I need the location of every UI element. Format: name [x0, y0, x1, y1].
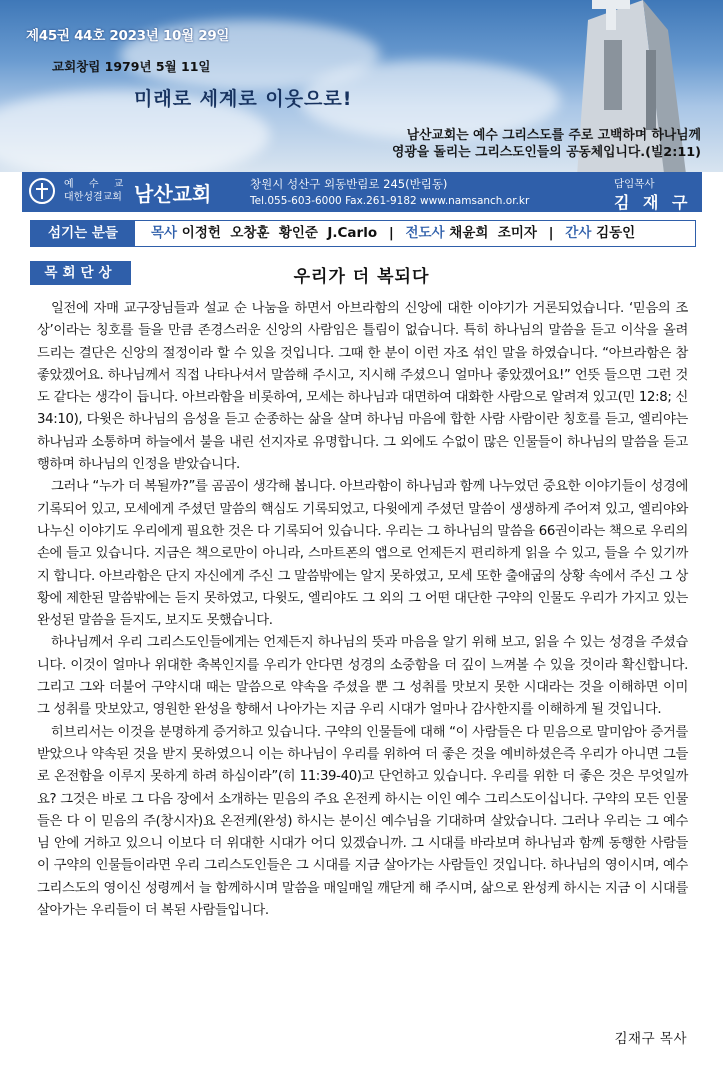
paragraph: 하나님께서 우리 그리스도인들에게는 언제든지 하나님의 뜻과 마음을 알기 위해 보고, 읽을 수 있는 성경을 주셨습니다. 이것이 얼마나 위대한 축복인지를 우리가 안다면 성경의 소중함을 더 깊이 느껴볼 수 있을 것이라 확신합니다. 그리고 그와 더불어 구약시대 때는 말씀으로 약속을 주셨을 뿐 그 성취를 맛보지 못한 시대라는 것을 이해하면 이미 그 성취를 맛보았고, 영원한 완성을 향해서 나아가는 지금 우리 시대가 얼마나 감사한지를 이해하게 될 것입니다.	[37, 635, 688, 718]
column-body	[37, 298, 688, 922]
paragraph: 히브리서는 이것을 분명하게 증거하고 있습니다. 구약의 인물들에 대해 “이 사람들은 다 믿음으로 말미암아 증거를 받았으나 약속된 것을 받지 못하였으니 이는 하나님이 우리를 위하여 더 좋은 것을 예비하셨은즉 우리가 아니면 그들로 온전함을 이루지 못하게 하려 하심이라”(히 11:39-40)고 단언하고 있습니다. 우리를 위한 더 좋은 것은 무엇일까요? 그것은 바로 그 다음 장에서 소개하는 믿음의 주요 온전케 하시는 이인 예수 그리스도이십니다. 구약의 모든 인물들은 다 이 믿음의 주(창시자)요 온전케(완성) 하시는 분이신 예수님을 기대하며 살았습니다. 그러나 우리는 그 예수님 안에 거하고 있으니 이보다 더 위대한 시대가 어디 있겠습니까. 그 시대를 바라보며 하나님과 함께 동행한 사람들이 구약의 인물들이라면 우리 그리스도인들은 그 시대를 지금 살아가는 사람들인 것입니다. 하나님의 영이시며, 예수 그리스도의 영이신 성령께서 늘 함께하시며 말씀을 매일매일 깨닫게 해 주시며, 삶으로 완성케 하시는 지금 이 시대를 살아가는 우리들이 더 복된 사람들입니다.	[37, 724, 688, 919]
separator: |	[388, 225, 394, 241]
column-tag: 목회단상	[30, 261, 131, 285]
issue-info: 제45권 44호 2023년 10월 29일	[26, 28, 230, 44]
mission-statement	[392, 127, 701, 161]
header-banner	[0, 0, 723, 172]
senior-pastor-name: 김 재 구	[614, 193, 692, 212]
pastor-role: 목사	[151, 225, 178, 241]
denomination-bottom: 대한성결교회	[64, 192, 122, 203]
column-title: 우리가 더 복되다	[293, 267, 430, 287]
church-contact: Tel.055-603-6000 Fax.261-9182 www.namsanch.or.kr	[250, 195, 530, 207]
denomination	[64, 178, 129, 204]
church-info-bar	[22, 172, 702, 212]
mission-line: 남산교회는 예수 그리스도를 주로 고백하며 하나님께	[406, 128, 701, 143]
staff-title: 섬기는 분들	[31, 221, 135, 246]
mission-line: 영광을 돌리는 그리스도인들의 공동체입니다.(빌2:11)	[392, 145, 701, 160]
paragraph: 그러나 “누가 더 복될까?”를 곰곰이 생각해 봅니다. 아브라함이 하나님과 함께 나누었던 중요한 이야기들이 성경에 기록되어 있고, 모세에게 주셨던 말씀의 핵심도 기록되었고, 다윗에게 주셨던 말씀이 생생하게 주어져 있고, 엘리야와 나누신 이야기도 우리에게 필요한 것은 다 기록되어 있습니다. 우리는 그 하나님의 말씀을 66권이라는 책으로 우리의 손에 들고 있습니다. 지금은 책으로만이 아니라, 스마트폰의 앱으로 언제든지 편리하게 읽을 수 있고, 들을 수 있기까지 합니다. 아브라함은 단지 자신에게 주신 그 말씀밖에는 알지 못하였고, 모세 또한 출애굽의 상황 속에서 주신 그 상황에 제한된 말씀밖에는 듣지 못하였고, 다윗도, 엘리야도 그 외의 그 어떤 대단한 구약의 인물도 우리가 가지고 있는 완성된 말씀을 듣지도, 보지도 못했습니다.	[37, 479, 688, 629]
separator: |	[548, 225, 554, 241]
founding-date: 교회창립 1979년 5월 11일	[52, 59, 211, 74]
paragraph: 일전에 자매 교구장님들과 설교 순 나눔을 하면서 아브라함의 신앙에 대한 이야기가 거론되었습니다. ‘믿음의 조상’이라는 칭호를 들을 만큼 존경스러운 신앙의 사람임은 틀림이 없습니다. 특히 하나님의 말씀을 듣고 이삭을 올려 드리는 결단은 신앙의 절정이라 할 수 있을 것입니다. 그때 한 분이 이런 자조 섞인 말을 하였습니다. “아브라함은 참 좋았겠어요. 하나님께서 직접 나타나셔서 말씀해 주시고, 지시해 주셨으니 얼마나 좋았겠어요!” 언뜻 들으면 그런 것도 같다는 생각이 듭니다. 아브라함을 비롯하여, 모세는 하나님과 대면하여 대화한 사람으로 알려져 있고(민 12:8; 신 34:10), 다윗은 하나님의 음성을 듣고 순종하는 삶을 살며 하나님 마음에 합한 사람 사람이란 칭호를 듣고, 엘리야는 하나님과 소통하며 하늘에서 불을 내린 선지자로 유명합니다. 그 외에도 수없이 많은 인물들이 하나님의 말씀을 듣고 행하며 하나님의 인정을 받았습니다.	[37, 301, 688, 473]
senior-pastor-label: 담임목사	[614, 178, 655, 190]
church-address: 창원시 성산구 외동반림로 245(반림동)	[250, 177, 448, 191]
church-name: 남산교회	[134, 182, 212, 206]
secretary-names: 김동인	[596, 225, 636, 241]
staff-bar	[30, 220, 696, 247]
church-logo-icon	[29, 178, 55, 204]
signature: 김재구 목사	[614, 1031, 687, 1047]
evangelist-names: 채윤희 조미자	[449, 225, 537, 241]
secretary-role: 간사	[565, 225, 592, 241]
denomination-top: 예 수 교	[64, 179, 130, 190]
pastor-names: 이정헌 오창훈 황인준 J.Carlo	[181, 225, 378, 241]
evangelist-role: 전도사	[405, 225, 445, 241]
staff-list	[151, 221, 635, 246]
church-motto: 미래로 세계로 이웃으로!	[134, 88, 353, 110]
